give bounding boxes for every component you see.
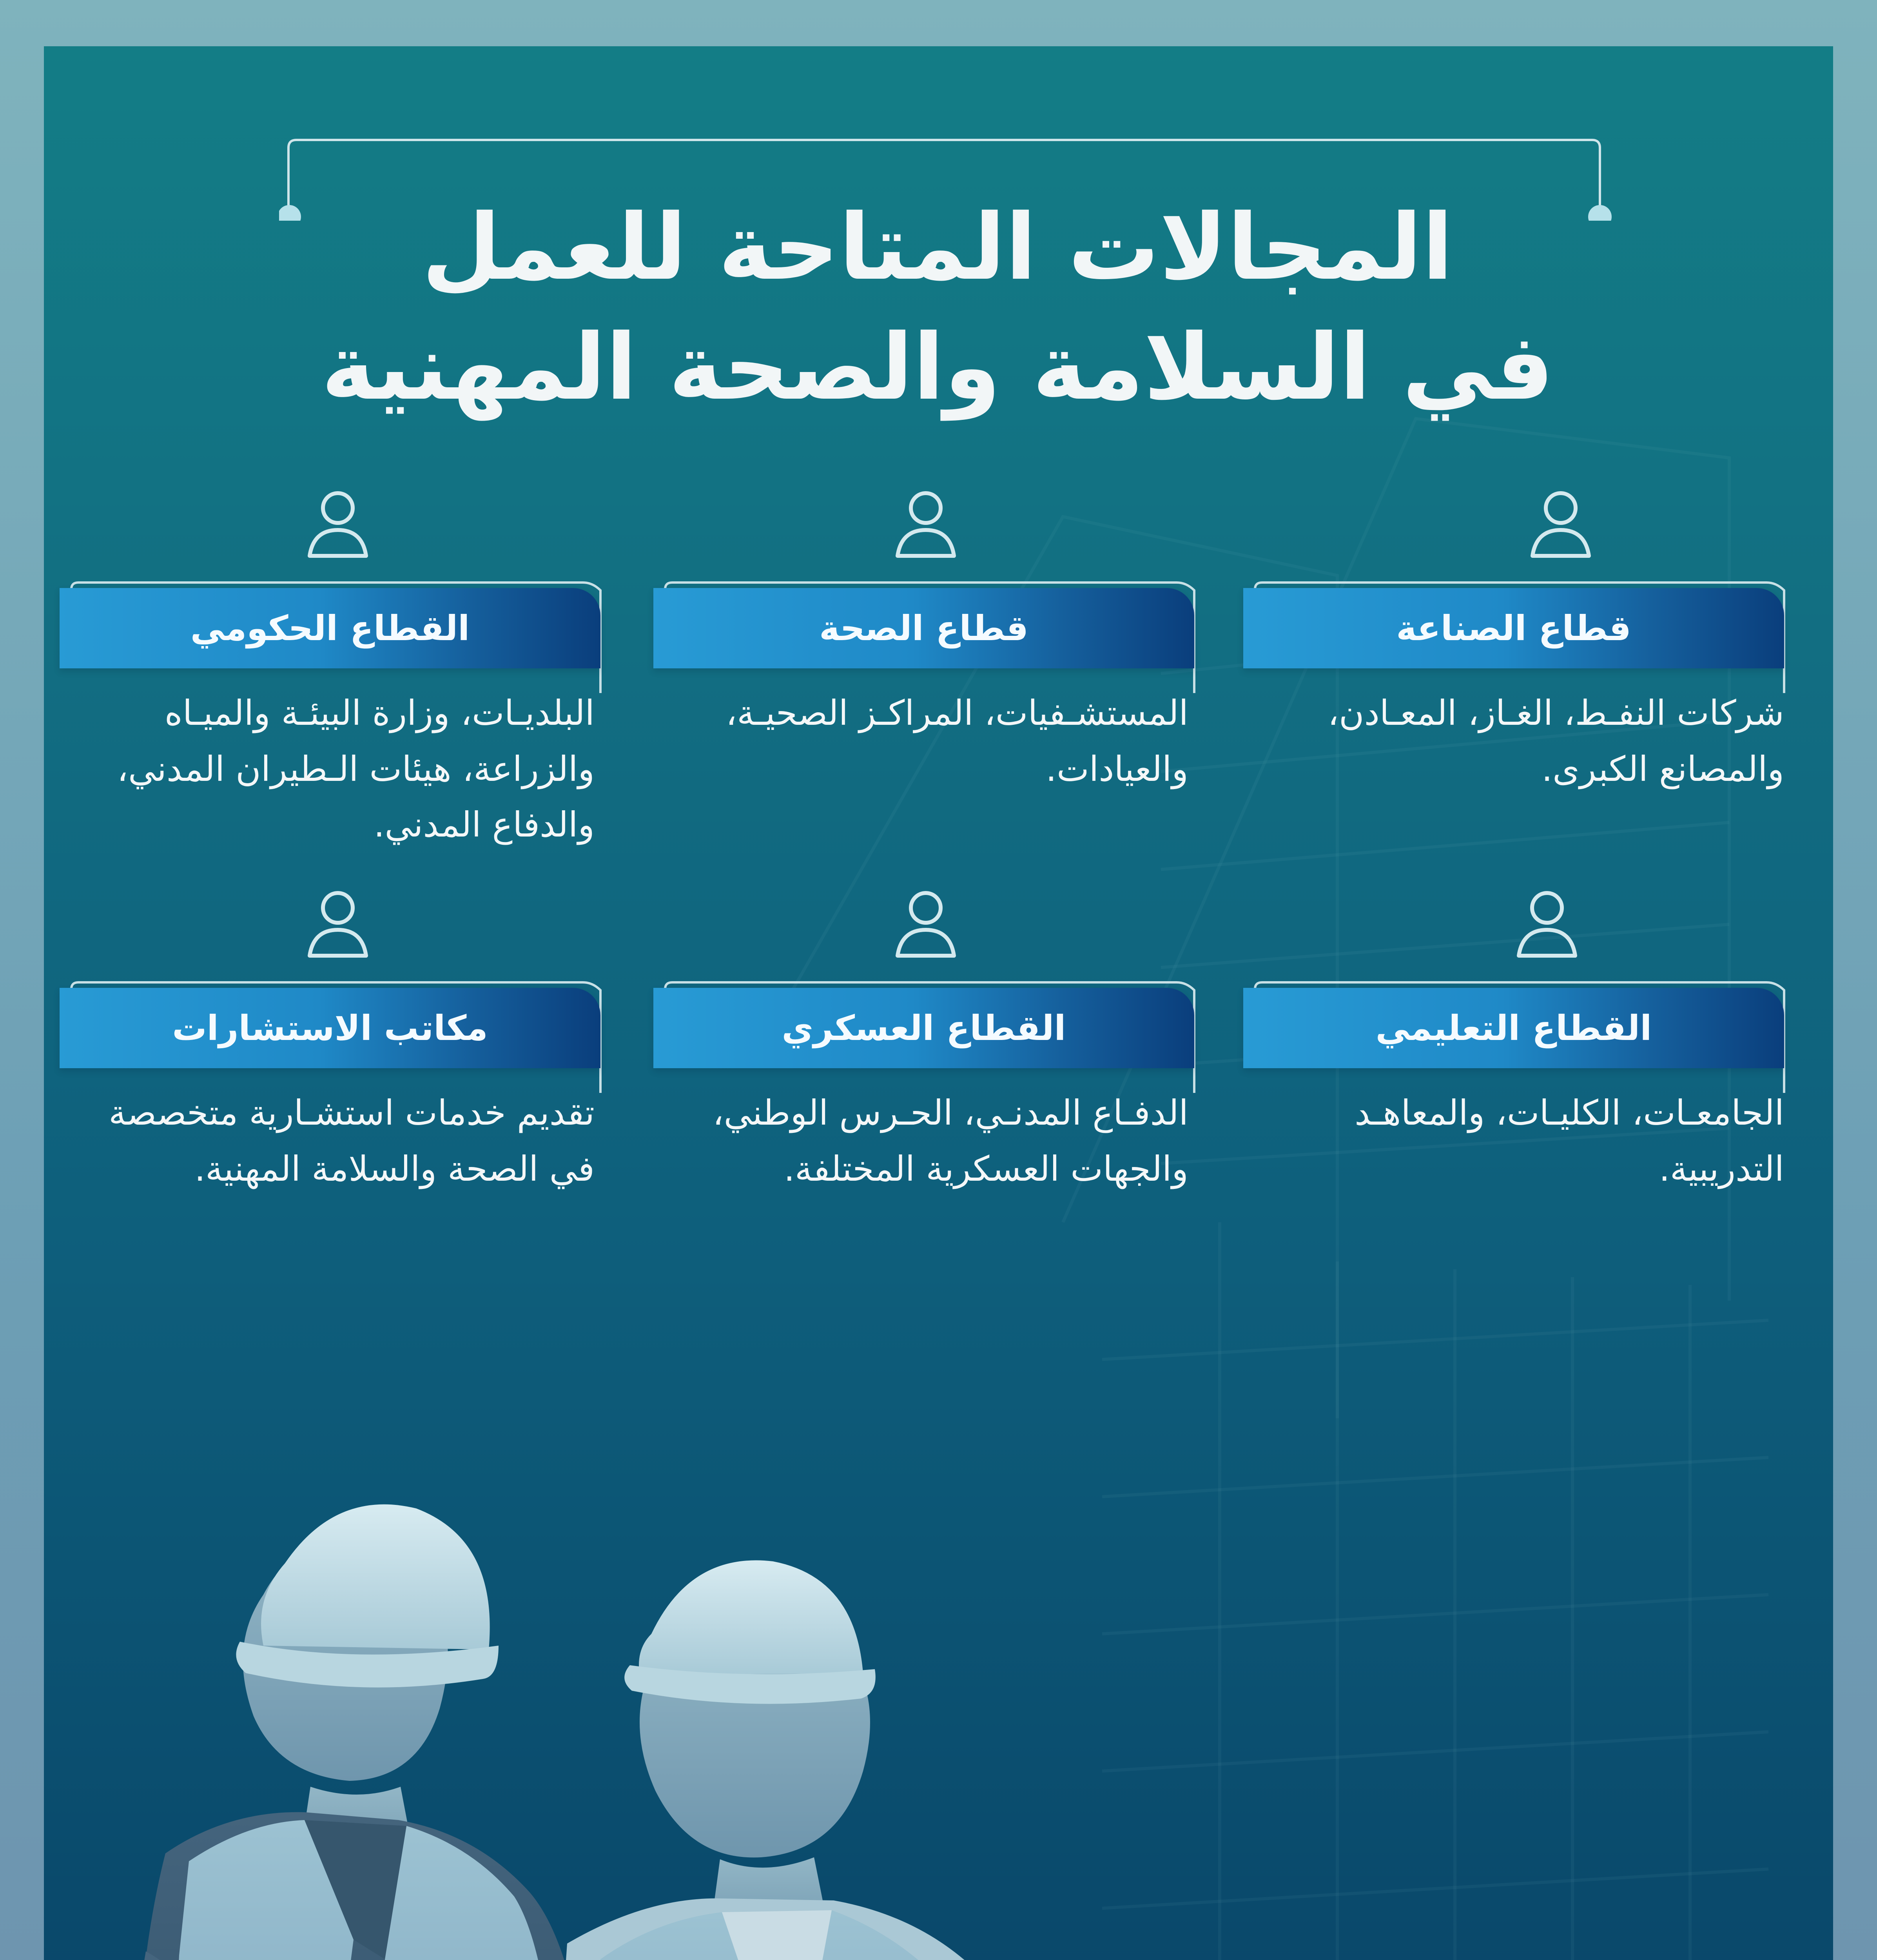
title-line-1: المجالات المتاحة للعمل (422, 194, 1453, 300)
sector-card-industry (1243, 489, 1792, 881)
page-title (318, 187, 1557, 427)
workers-with-tablet-illustration (79, 1375, 1118, 1960)
sector-card-description: البلديـات، وزارة البيئـة والميـاه والزراعة، هيئات الـطيران المدني، والدفاع المدني. (117, 693, 595, 845)
sector-card-health (653, 489, 1202, 881)
sector-card-government (60, 489, 608, 881)
title-line-2: في السلامة والصحة المهنية (321, 314, 1554, 421)
sector-card-title: قطاع الصحة (653, 588, 1194, 668)
sector-card-military (653, 889, 1202, 1281)
sector-card-description: المستشـفيات، المراكـز الصحيـة، والعيادات. (725, 693, 1188, 789)
sector-card-title: القطاع التعليمي (1243, 988, 1784, 1068)
sector-card-title: القطاع العسكري (653, 988, 1194, 1068)
sector-card-description: الجامعـات، الكليـات، والمعاهـد التدريبية. (1355, 1093, 1784, 1189)
sector-card-title: القطاع الحكومي (60, 588, 600, 668)
sector-card-education (1243, 889, 1792, 1281)
sector-card-description: تقديم خدمات استشـارية متخصصة في الصحة والسلامة المهنية. (109, 1093, 595, 1189)
sector-card-title: قطاع الصناعة (1243, 588, 1784, 668)
sector-card-description: الدفـاع المدنـي، الحـرس الوطني، والجهات العسكرية المختلفة. (713, 1093, 1188, 1189)
poster-panel (44, 46, 1833, 1960)
sector-card-description: شركات النفـط، الغـاز، المعـادن، والمصانع الكبرى. (1328, 693, 1784, 789)
sector-card-consulting (60, 889, 608, 1281)
sector-card-title: مكاتب الاستشارات (60, 988, 600, 1068)
